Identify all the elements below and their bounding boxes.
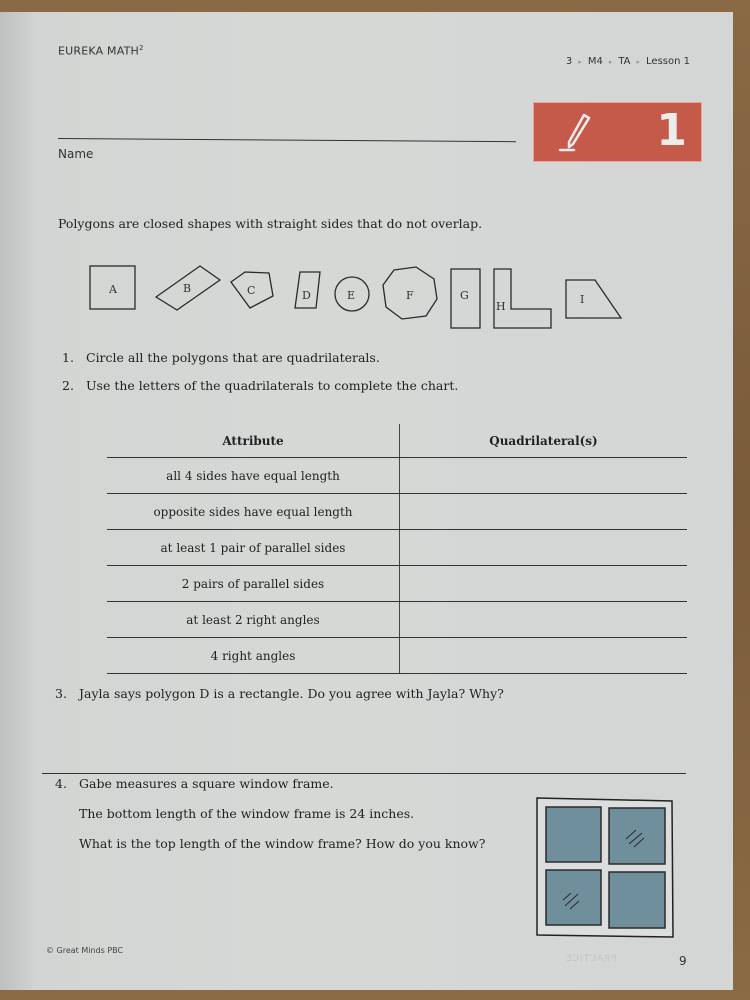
question-text: Use the letters of the quadrilaterals to complete the chart. (86, 378, 459, 393)
quadrilateral-chart (107, 424, 687, 674)
window-frame-figure (536, 797, 676, 939)
breadcrumb-module: M4 (587, 56, 603, 67)
table-row (107, 458, 687, 494)
question-text: Gabe measures a square window frame. (79, 776, 334, 791)
shape-label-h: H (496, 300, 506, 313)
shape-label-c: C (247, 284, 256, 297)
shape-h-l-shape[interactable] (494, 269, 551, 328)
table-row (107, 530, 687, 566)
shape-i-trapezoid[interactable] (566, 280, 621, 318)
window-pane (609, 872, 665, 928)
pencil-icon (558, 113, 594, 153)
answer-cell[interactable] (400, 566, 688, 602)
brand-text: EUREKA MATH (58, 44, 139, 58)
question-number: 1. (62, 350, 74, 365)
question-text: Circle all the polygons that are quadrilaterals. (86, 350, 380, 365)
polygon-figures (80, 252, 640, 337)
practice-bleed-through: PRACTICE (565, 954, 617, 964)
attribute-cell: all 4 sides have equal length (107, 458, 400, 494)
shape-label-e: E (347, 289, 356, 302)
shape-label-i: I (580, 293, 585, 306)
lesson-number: 1 (656, 105, 687, 156)
brand-superscript: 2 (139, 44, 144, 52)
question-text: Jayla says polygon D is a rectangle. Do you agree with Jayla? Why? (79, 686, 504, 701)
question-number: 3. (55, 686, 67, 701)
table-row (107, 566, 687, 602)
answer-cell[interactable] (400, 458, 688, 494)
answer-cell[interactable] (400, 530, 688, 566)
lesson-badge (533, 102, 702, 162)
answer-cell[interactable] (400, 494, 688, 530)
column-header-attribute: Attribute (107, 424, 400, 458)
shape-label-b: B (183, 282, 192, 295)
window-pane (609, 808, 665, 864)
window-pane (546, 807, 601, 862)
shape-label-f: F (406, 289, 414, 302)
attribute-cell: 2 pairs of parallel sides (107, 566, 400, 602)
question-4-detail: The bottom length of the window frame is 24 inches. (79, 806, 415, 821)
breadcrumb-separator-icon: ▸ (636, 57, 641, 66)
table-row (107, 602, 687, 638)
column-header-quadrilaterals: Quadrilateral(s) (400, 424, 688, 458)
chart-header-row (107, 424, 687, 458)
table-row (107, 638, 687, 674)
attribute-cell: at least 2 right angles (107, 602, 400, 638)
question-number: 2. (62, 378, 74, 393)
worksheet-page (0, 12, 733, 990)
question-1 (62, 350, 380, 365)
breadcrumb-separator-icon: ▸ (608, 57, 613, 66)
breadcrumb-grade: 3 (565, 56, 573, 67)
intro-text: Polygons are closed shapes with straight sides that do not overlap. (58, 216, 483, 231)
shape-label-d: D (302, 289, 311, 302)
shape-label-g: G (460, 289, 469, 302)
breadcrumb-topic: TA (618, 56, 631, 67)
answer-cell[interactable] (400, 602, 688, 638)
section-divider (42, 773, 686, 774)
question-number: 4. (55, 776, 67, 791)
brand-logo (58, 44, 144, 58)
copyright: © Great Minds PBC (46, 946, 124, 955)
question-3 (55, 686, 504, 701)
question-4 (55, 776, 334, 791)
name-label: Name (58, 147, 94, 161)
breadcrumb-lesson: Lesson 1 (646, 56, 690, 67)
attribute-cell: 4 right angles (107, 638, 400, 674)
table-row (107, 494, 687, 530)
page-number: 9 (679, 954, 687, 968)
name-field[interactable] (58, 138, 516, 142)
question-2 (62, 378, 458, 393)
question-4-prompt: What is the top length of the window frame? How do you know? (79, 836, 486, 851)
binding-edge (0, 12, 32, 990)
attribute-cell: opposite sides have equal length (107, 494, 400, 530)
breadcrumb (566, 56, 690, 67)
shape-label-a: A (109, 283, 117, 296)
breadcrumb-separator-icon: ▸ (578, 57, 582, 66)
answer-cell[interactable] (400, 638, 688, 674)
attribute-cell: at least 1 pair of parallel sides (107, 530, 400, 566)
